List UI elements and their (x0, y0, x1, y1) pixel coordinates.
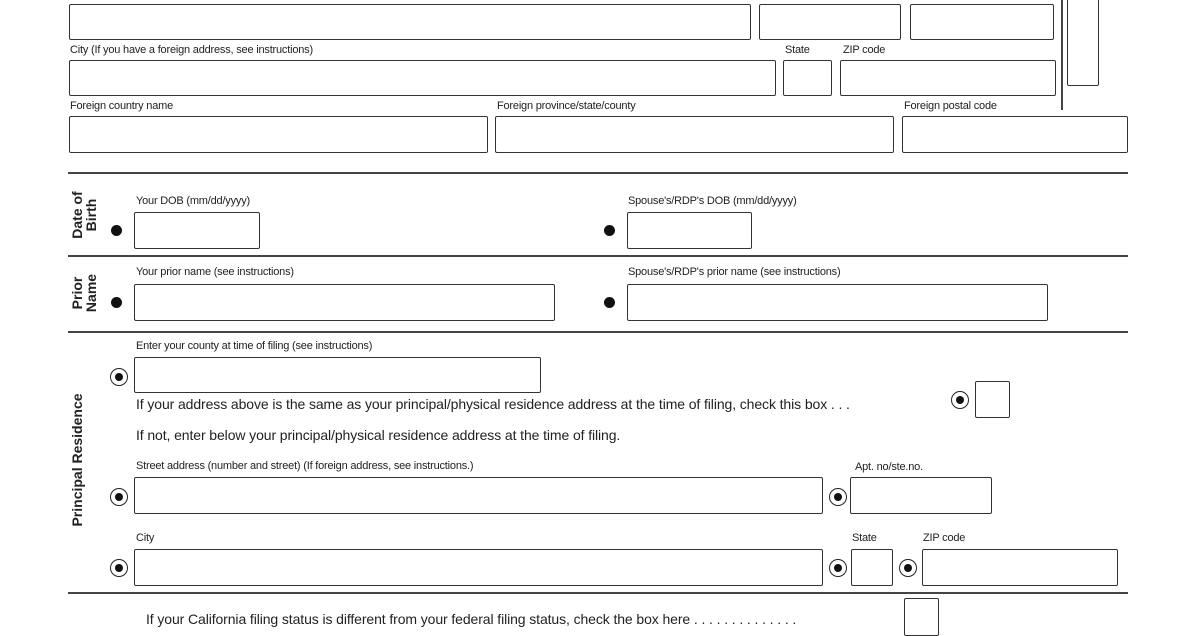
state-field[interactable] (783, 60, 832, 96)
your-dob-label: Your DOB (mm/dd/yyyy) (136, 195, 250, 207)
filing-status-text: If your California filing status is different from your federal filing status, check the box here . . . . . . . . . . . . . . (146, 611, 797, 627)
apt-number-field[interactable] (759, 4, 901, 40)
foreign-country-label: Foreign country name (70, 100, 173, 112)
target-bullet-icon (110, 488, 128, 506)
residence-apt-label: Apt. no/ste.no. (855, 461, 923, 473)
county-field[interactable] (134, 357, 541, 393)
if-not-text: If not, enter below your principal/physical residence address at the time of filing. (136, 427, 621, 443)
dob-title-line2: Birth (83, 198, 99, 232)
foreign-province-field[interactable] (495, 116, 894, 153)
bullet-icon (111, 297, 122, 308)
target-bullet-icon (829, 488, 847, 506)
residence-street-field[interactable] (134, 477, 823, 514)
dob-section-title (70, 180, 104, 250)
section-divider (68, 592, 1128, 594)
residence-section-title: Principal Residence (69, 393, 85, 527)
your-dob-field[interactable] (134, 212, 260, 249)
bullet-icon (111, 225, 122, 236)
foreign-postal-label: Foreign postal code (904, 100, 997, 112)
county-label: Enter your county at time of filing (see instructions) (136, 340, 373, 352)
spouse-prior-name-label: Spouse's/RDP's prior name (see instructions) (628, 266, 841, 278)
residence-state-label: State (852, 532, 877, 544)
foreign-province-label: Foreign province/state/county (497, 100, 636, 112)
your-prior-name-field[interactable] (134, 284, 555, 321)
target-bullet-icon (829, 559, 847, 577)
spouse-dob-label: Spouse's/RDP's DOB (mm/dd/yyyy) (628, 195, 797, 207)
section-divider (68, 255, 1128, 257)
top-right-box[interactable] (1067, 0, 1099, 86)
same-address-text: If your address above is the same as your principal/physical residence address at the time of filing, check this box . . . (136, 396, 850, 412)
same-address-checkbox[interactable] (975, 381, 1010, 418)
residence-zip-label: ZIP code (923, 532, 966, 544)
foreign-country-field[interactable] (69, 116, 488, 153)
right-divider-line (1061, 0, 1063, 110)
bullet-icon (604, 225, 615, 236)
residence-city-label: City (136, 532, 155, 544)
city-field[interactable] (69, 60, 776, 96)
target-bullet-icon (951, 391, 969, 409)
residence-street-label: Street address (number and street) (If foreign address, see instructions.) (136, 460, 474, 472)
section-divider (68, 331, 1128, 333)
residence-state-field[interactable] (851, 549, 893, 586)
prior-title-line1: Prior (69, 276, 85, 310)
residence-city-field[interactable] (134, 549, 823, 586)
street-address-field[interactable] (69, 4, 751, 40)
zip-field[interactable] (840, 60, 1056, 96)
target-bullet-icon (899, 559, 917, 577)
bullet-icon (604, 297, 615, 308)
prior-title-line2: Name (83, 273, 99, 313)
spouse-dob-field[interactable] (627, 212, 752, 249)
spouse-prior-name-field[interactable] (627, 284, 1048, 321)
residence-zip-field[interactable] (922, 549, 1118, 586)
prior-name-section-title (70, 268, 104, 318)
foreign-postal-field[interactable] (902, 116, 1128, 153)
section-divider (68, 172, 1128, 174)
your-prior-name-label: Your prior name (see instructions) (136, 266, 294, 278)
zip-label: ZIP code (843, 44, 886, 56)
target-bullet-icon (110, 368, 128, 386)
residence-apt-field[interactable] (850, 477, 992, 514)
state-label: State (785, 44, 810, 56)
filing-status-checkbox[interactable] (904, 598, 939, 636)
dob-title-line1: Date of (69, 191, 85, 239)
city-label: City (If you have a foreign address, see instructions) (70, 44, 313, 56)
pmb-field[interactable] (910, 4, 1054, 40)
target-bullet-icon (110, 559, 128, 577)
